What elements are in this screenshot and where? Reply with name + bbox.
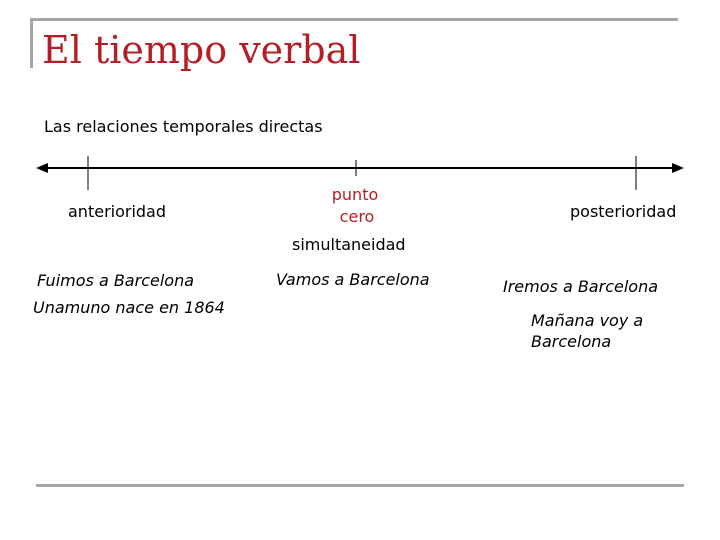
slide-subtitle: Las relaciones temporales directas: [44, 117, 323, 136]
slide-title: El tiempo verbal: [42, 28, 361, 72]
frame-top-rule: [30, 18, 678, 21]
label-anterioridad: anterioridad: [68, 202, 167, 221]
example-future-2-line2: Barcelona: [531, 332, 612, 351]
label-punto: punto: [331, 185, 379, 204]
example-future-1: Iremos a Barcelona: [503, 277, 659, 296]
example-present-1: Vamos a Barcelona: [276, 270, 430, 289]
arrow-right-icon: [672, 163, 684, 173]
example-past-1: Fuimos a Barcelona: [37, 271, 195, 290]
frame-left-rule: [30, 18, 33, 68]
bottom-rule: [36, 484, 684, 487]
example-future-2-line1: Mañana voy a: [531, 311, 644, 330]
label-simultaneidad: simultaneidad: [292, 235, 406, 254]
arrow-left-icon: [36, 163, 48, 173]
example-past-2: Unamuno nace en 1864: [33, 298, 225, 317]
label-posterioridad: posterioridad: [570, 202, 677, 221]
label-cero: cero: [339, 207, 375, 226]
